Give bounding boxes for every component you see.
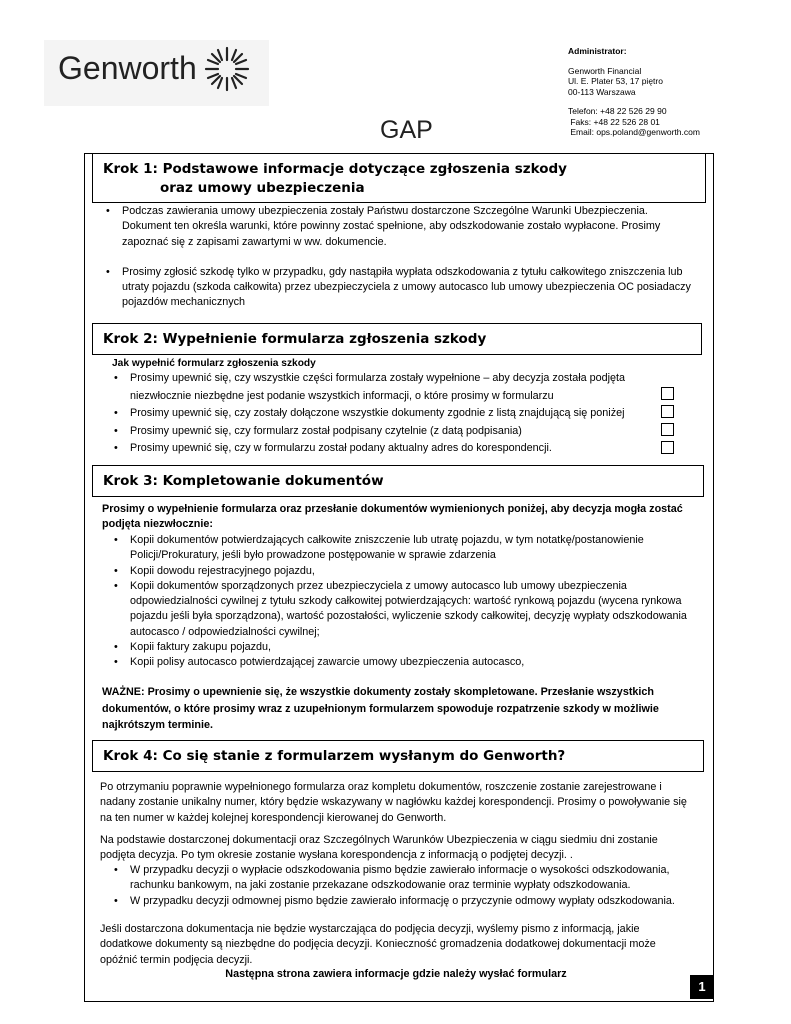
checkbox-all-parts-filled[interactable] xyxy=(661,387,674,400)
step2-header xyxy=(92,323,702,355)
contact-phone: Telefon: +48 22 526 29 90 xyxy=(568,106,667,116)
step4-bullets xyxy=(108,863,692,909)
genworth-star-icon xyxy=(203,45,251,93)
step1-bullets xyxy=(100,204,692,311)
list-item: • Podczas zawierania umowy ubezpieczenia zostały Państwu dostarczone Szczególne Warunki Ubezpieczenia. Dokument ten określa warunki, które powinny zostać spełnione, aby odszkodowanie zostało wypłacone. Prosimy zapoznać się z zapisami zawartymi w ww. dokumencie. xyxy=(100,204,692,250)
list-item: • Kopii dowodu rejestracyjnego pojazdu, xyxy=(108,564,688,579)
list-item: • Prosimy upewnić się, czy w formularzu został podany aktualny adres do korespondencji. xyxy=(108,440,653,458)
list-item: • Prosimy zgłosić szkodę tylko w przypadku, gdy nastąpiła wypłata odszkodowania z tytułu całkowitego zniszczenia lub utraty pojazdu (szkoda całkowita) przez ubezpieczyciela z umowy autocasco lub umowy ubezpieczenia OC posiadaczy pojazdów mechanicznych xyxy=(100,265,692,311)
step2-subtitle: Jak wypełnić formularz zgłoszenia szkody xyxy=(112,358,316,369)
document-title: GAP xyxy=(380,116,433,144)
admin-line: 00-113 Warszawa xyxy=(568,86,636,97)
list-item: • Kopii dokumentów potwierdzających całkowite zniszczenie lub utratę pojazdu, w tym notatkę/postanowienie Policji/Prokuratury, jeśli było prowadzone postępowanie w sprawie zdarzenia xyxy=(108,533,688,564)
step3-intro: Prosimy o wypełnienie formularza oraz przesłanie dokumentów wymienionych poniżej, aby decyzja mogła zostać podjęta niezwłocznie: xyxy=(102,503,683,531)
list-item: • Kopii faktury zakupu pojazdu, xyxy=(108,640,688,655)
step3-title: Krok 3: Kompletowanie dokumentów xyxy=(103,473,384,489)
step3-important-note: WAŻNE: Prosimy o upewnienie się, że wszystkie dokumenty zostały skompletowane. Przesłanie wszystkich dokumentów, o które prosimy wraz z uzupełnionym formularzem spowoduje rozpatrzenie szkody w możliwie najkrótszym terminie. xyxy=(102,686,659,731)
list-item: • W przypadku decyzji odmownej pismo będzie zawierało informację o przyczynie odmowy wypłaty odszkodowania. xyxy=(108,894,692,909)
step1-title-line2: oraz umowy ubezpieczenia xyxy=(160,180,365,196)
list-item: • Prosimy upewnić się, czy wszystkie części formularza zostały wypełnione – aby decyzja została podjęta niezwłocznie niezbędne jest podanie wszystkich informacji, o które prosimy w formularzu xyxy=(108,370,653,405)
checkbox-documents-attached[interactable] xyxy=(661,405,674,418)
list-item: • Kopii polisy autocasco potwierdzającej zawarcie umowy ubezpieczenia autocasco, xyxy=(108,655,688,670)
checkbox-signed[interactable] xyxy=(661,423,674,436)
administrator-info xyxy=(568,46,788,138)
step1-title-line1: Krok 1: Podstawowe informacje dotyczące zgłoszenia szkody xyxy=(103,161,567,177)
list-item: • Prosimy upewnić się, czy zostały dołączone wszystkie dokumenty zgodnie z listą znajdującą się poniżej xyxy=(108,405,653,423)
list-item: • Kopii dokumentów sporządzonych przez ubezpieczyciela z umowy autocasco lub umowy ubezpieczenia odpowiedzialności cywilnej z tytułu szkody całkowitej potwierdzających: wartość rynkową pojazdu (wycena rynkowa pojazdu jeśli była sporządzona), wartość pozostałości, wyliczenie szkody całkowitej, decyzję wypłaty odszkodowania autocasco / odpowiedzialności cywilnej; xyxy=(108,579,688,640)
admin-line: Genworth Financial xyxy=(568,65,642,76)
genworth-logo-text: Genworth xyxy=(58,50,197,86)
checkbox-address-provided[interactable] xyxy=(661,441,674,454)
step3-header xyxy=(92,465,704,497)
step2-bullets xyxy=(108,370,653,458)
list-item: • W przypadku decyzji o wypłacie odszkodowania pismo będzie zawierało informacje o wysokości odszkodowania, rachunku bankowym, na jaki zostanie przekazane odszkodowanie oraz terminie wypłaty odszkodowania. xyxy=(108,863,692,894)
contact-email: Email: ops.poland@genworth.com xyxy=(568,127,700,137)
next-page-note: Następna strona zawiera informacje gdzie należy wysłać formularz xyxy=(225,968,567,980)
step4-paragraph-1: Po otrzymaniu poprawnie wypełnionego formularza oraz kompletu dokumentów, roszczenie zostanie zarejestrowane i nadany zostanie unikalny numer, który będzie wskazywany w nagłówku każdej korespondencji. Prosimy o powoływanie się na ten numer w każdej kolejnej korespondencji kierowanej do Genworth. xyxy=(100,781,687,824)
page-number: 1 xyxy=(690,975,714,999)
step4-paragraph-2: Na podstawie dostarczonej dokumentacji oraz Szczególnych Warunków Ubezpieczenia w ciągu siedmiu dni zostanie podjęta decyzja. Po tym okresie zostanie wysłana korespondencja z informacją o podjętej decyzji. . xyxy=(100,834,658,862)
administrator-label: Administrator: xyxy=(568,46,627,56)
step4-header xyxy=(92,740,704,772)
step3-bullets xyxy=(108,533,688,671)
step4-title: Krok 4: Co się stanie z formularzem wysłanym do Genworth? xyxy=(103,748,566,764)
step1-header xyxy=(92,153,706,203)
admin-line: Ul. E. Plater 53, 17 piętro xyxy=(568,76,663,86)
list-item: • Prosimy upewnić się, czy formularz został podpisany czytelnie (z datą podpisania) xyxy=(108,423,653,441)
step2-title: Krok 2: Wypełnienie formularza zgłoszenia szkody xyxy=(103,331,487,347)
contact-fax: Faks: +48 22 526 28 01 xyxy=(568,116,660,127)
step4-paragraph-3: Jeśli dostarczona dokumentacja nie będzie wystarczająca do podjęcia decyzji, wyślemy pismo z informacją, jakie dodatkowe dokumenty są niezbędne do podjęcia decyzji. Konieczność gromadzenia dodatkowej dokumentacji może opóźnić termin podjęcia decyzji. xyxy=(100,923,656,966)
